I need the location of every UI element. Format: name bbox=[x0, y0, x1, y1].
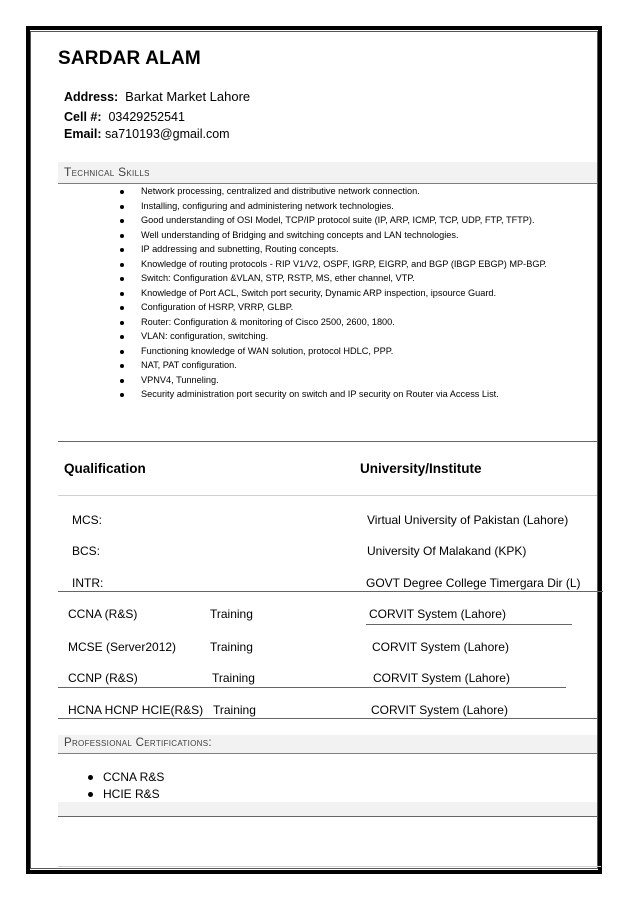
bullet-icon bbox=[120, 379, 124, 383]
underline bbox=[58, 687, 566, 688]
skill-text: VLAN: configuration, switching. bbox=[141, 331, 269, 341]
skill-text: Functioning knowledge of WAN solution, protocol HDLC, PPP. bbox=[141, 345, 394, 356]
bullet-icon bbox=[120, 234, 124, 238]
bullet-icon bbox=[120, 263, 124, 267]
degree-institute: GOVT Degree College Timergara Dir (L) bbox=[366, 576, 581, 590]
skill-text: VPNV4, Tunneling. bbox=[141, 374, 219, 385]
training-course: HCNA HCNP HCIE(R&S) bbox=[68, 703, 204, 717]
qualification-header: Qualification bbox=[64, 461, 146, 476]
institute-header: University/Institute bbox=[360, 461, 482, 476]
email-value: sa710193@gmail.com bbox=[105, 127, 230, 141]
skill-text: Good understanding of OSI Model, TCP/IP protocol suite (IP, ARP, ICMP, TCP, UDP, FTP, TFTP). bbox=[141, 215, 535, 225]
bullet-icon bbox=[120, 205, 124, 209]
cell-line: Cell #: 03429252541 bbox=[64, 110, 185, 124]
technical-skills-header bbox=[58, 162, 597, 184]
certifications-title: Professional Certifications: bbox=[64, 737, 212, 749]
skill-text: IP addressing and subnetting, Routing concepts. bbox=[141, 244, 339, 254]
training-type: Training bbox=[210, 640, 253, 654]
certifications-header bbox=[58, 735, 597, 754]
underline bbox=[366, 624, 572, 625]
footer-bar bbox=[58, 802, 597, 817]
bullet-icon bbox=[88, 775, 93, 780]
bullet-icon bbox=[120, 277, 124, 281]
address-value: Barkat Market Lahore bbox=[125, 89, 251, 104]
bullet-icon bbox=[120, 190, 124, 194]
training-institute: CORVIT System (Lahore) bbox=[373, 671, 510, 685]
candidate-name: SARDAR ALAM bbox=[58, 48, 201, 69]
bullet-icon bbox=[120, 219, 124, 223]
training-institute: CORVIT System (Lahore) bbox=[369, 607, 506, 621]
divider bbox=[58, 495, 597, 496]
address-label: Address bbox=[64, 90, 115, 104]
certification-label: HCIE R&S bbox=[103, 787, 160, 801]
training-type: Training bbox=[212, 671, 255, 685]
divider bbox=[58, 718, 597, 719]
training-institute: CORVIT System (Lahore) bbox=[371, 703, 508, 717]
degree-name: MCS: bbox=[72, 513, 102, 527]
skill-text: Switch: Configuration &VLAN, STP, RSTP, MS, ether channel, VTP. bbox=[141, 273, 415, 283]
degree-institute: University Of Malakand (KPK) bbox=[367, 544, 527, 558]
skill-text: Network processing, centralized and distributive network connection. bbox=[141, 186, 420, 196]
training-institute: CORVIT System (Lahore) bbox=[372, 640, 509, 654]
divider bbox=[58, 591, 603, 592]
degree-name: BCS: bbox=[72, 544, 101, 558]
bullet-icon bbox=[120, 393, 124, 397]
bullet-icon bbox=[120, 350, 124, 354]
divider bbox=[58, 866, 601, 867]
training-course: CCNA (R&S) bbox=[68, 607, 138, 621]
skill-text: Router: Configuration & monitoring of Cisco 2500, 2600, 1800. bbox=[141, 316, 395, 327]
email-line: Email: sa710193@gmail.com bbox=[64, 127, 230, 141]
email-label: Email bbox=[64, 127, 98, 141]
bullet-icon bbox=[120, 364, 124, 368]
divider bbox=[58, 441, 597, 442]
training-course: CCNP (R&S) bbox=[68, 671, 138, 685]
bullet-icon bbox=[88, 792, 93, 797]
skill-text: Installing, configuring and administering network technologies. bbox=[141, 200, 394, 211]
bullet-icon bbox=[120, 292, 124, 296]
skill-text: Knowledge of routing protocols - RIP V1/V2, OSPF, IGRP, EIGRP, and BGP (IBGP EBGP) MP-BGP. bbox=[141, 258, 547, 269]
skill-text: Knowledge of Port ACL, Switch port security, Dynamic ARP inspection, ipsource Guard. bbox=[141, 287, 497, 298]
training-course: MCSE (Server2012) bbox=[68, 640, 177, 654]
bullet-icon bbox=[120, 306, 124, 310]
skill-text: Security administration port security on switch and IP security on Router via Access List. bbox=[141, 389, 499, 399]
technical-skills-title: Technical Skills bbox=[64, 165, 150, 179]
cell-value: 03429252541 bbox=[108, 110, 185, 124]
bullet-icon bbox=[120, 335, 124, 339]
training-type: Training bbox=[213, 703, 256, 717]
training-type: Training bbox=[210, 607, 253, 621]
skill-text: NAT, PAT configuration. bbox=[141, 360, 237, 370]
degree-name: INTR: bbox=[72, 576, 104, 590]
degree-institute: Virtual University of Pakistan (Lahore) bbox=[367, 513, 569, 527]
bullet-icon bbox=[120, 321, 124, 325]
address-line: Address: Barkat Market Lahore bbox=[64, 89, 251, 104]
skill-text: Configuration of HSRP, VRRP, GLBP. bbox=[141, 302, 294, 312]
cell-label: Cell # bbox=[64, 110, 98, 124]
certification-label: CCNA R&S bbox=[103, 770, 165, 784]
bullet-icon bbox=[120, 248, 124, 252]
skill-text: Well understanding of Bridging and switching concepts and LAN technologies. bbox=[141, 229, 459, 240]
